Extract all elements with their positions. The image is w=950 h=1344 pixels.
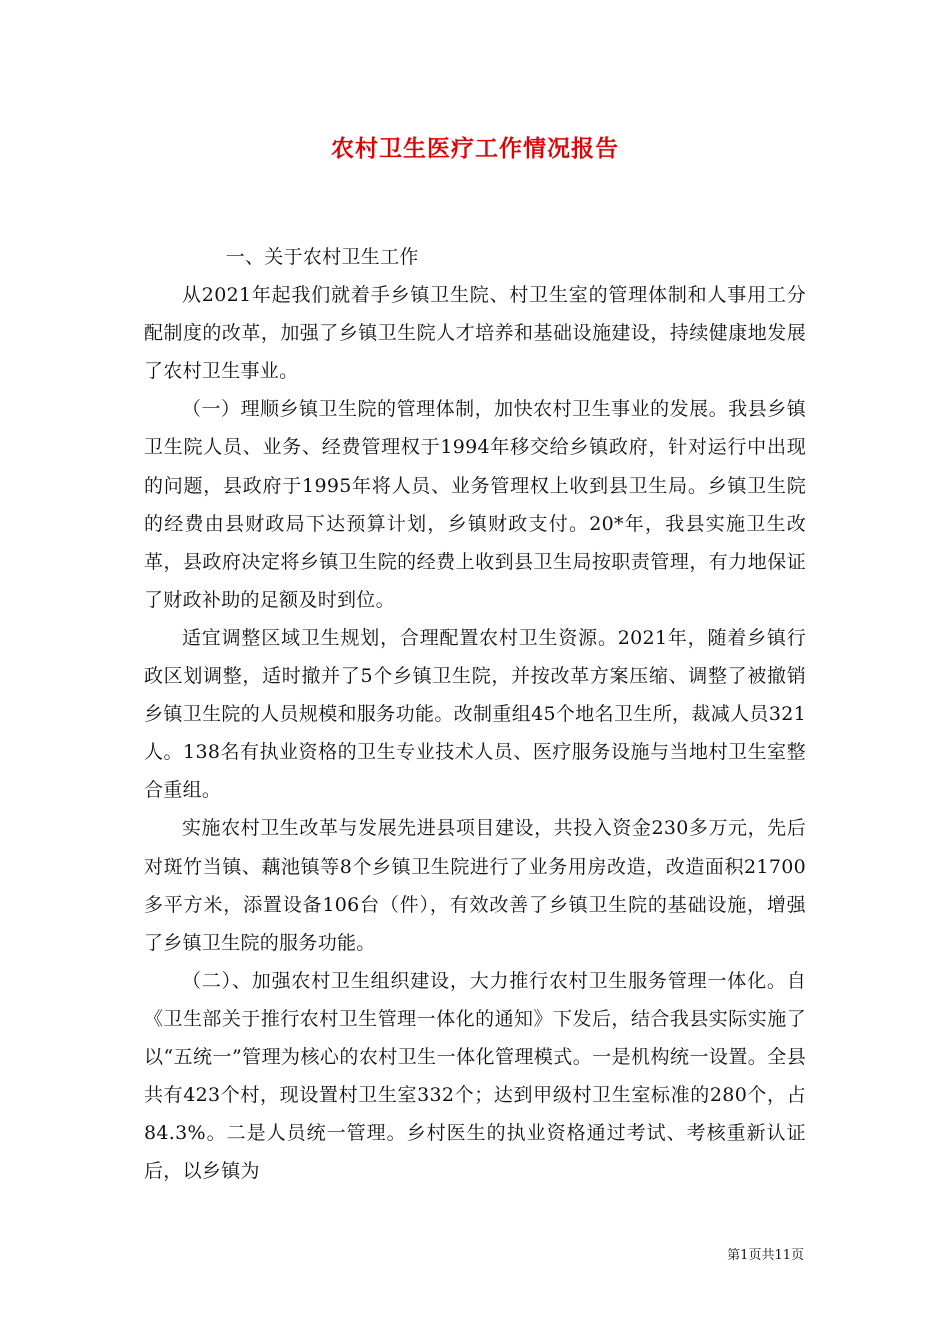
document-body xyxy=(144,238,806,1190)
section-heading: 一、关于农村卫生工作 xyxy=(225,246,419,268)
paragraph: （一）理顺乡镇卫生院的管理体制，加快农村卫生事业的发展。我县乡镇卫生院人员、业务、经费管理权于1994年移交给乡镇政府，针对运行中出现的问题，县政府于1995年将人员、业务管理权上收到县卫生局。乡镇卫生院的经费由县财政局下达预算计划，乡镇财政支付。20*年，我县实施卫生改革，县政府决定将乡镇卫生院的经费上收到县卫生局按职责管理，有力地保证了财政补助的足额及时到位。 xyxy=(144,398,806,611)
document-title: 农村卫生医疗工作情况报告 xyxy=(331,135,619,162)
page-number: 第1页共11页 xyxy=(727,1248,804,1263)
paragraph: （二）、加强农村卫生组织建设，大力推行农村卫生服务管理一体化。自《卫生部关于推行农村卫生管理一体化的通知》下发后，结合我县实际实施了以“五统一”管理为核心的农村卫生一体化管理模式。一是机构统一设置。全县共有423个村，现设置村卫生室332个；达到甲级村卫生室标准的280个，占84.3%。二是人员统一管理。乡村医生的执业资格通过考试、考核重新认证后，以乡镇为 xyxy=(144,969,806,1183)
paragraph: 实施农村卫生改革与发展先进县项目建设，共投入资金230多万元，先后对斑竹当镇、藕池镇等8个乡镇卫生院进行了业务用房改造，改造面积21700多平方米，添置设备106台（件），有效改善了乡镇卫生院的基础设施，增强了乡镇卫生院的服务功能。 xyxy=(144,817,806,954)
paragraph: 从2021年起我们就着手乡镇卫生院、村卫生室的管理体制和人事用工分配制度的改革，加强了乡镇卫生院人才培养和基础设施建设，持续健康地发展了农村卫生事业。 xyxy=(144,284,806,383)
paragraph: 适宜调整区域卫生规划，合理配置农村卫生资源。2021年，随着乡镇行政区划调整，适时撤并了5个乡镇卫生院，并按改革方案压缩、调整了被撤销乡镇卫生院的人员规模和服务功能。改制重组45个地名卫生所，裁减人员321人。138名有执业资格的卫生专业技术人员、医疗服务设施与当地村卫生室整合重组。 xyxy=(144,626,806,802)
